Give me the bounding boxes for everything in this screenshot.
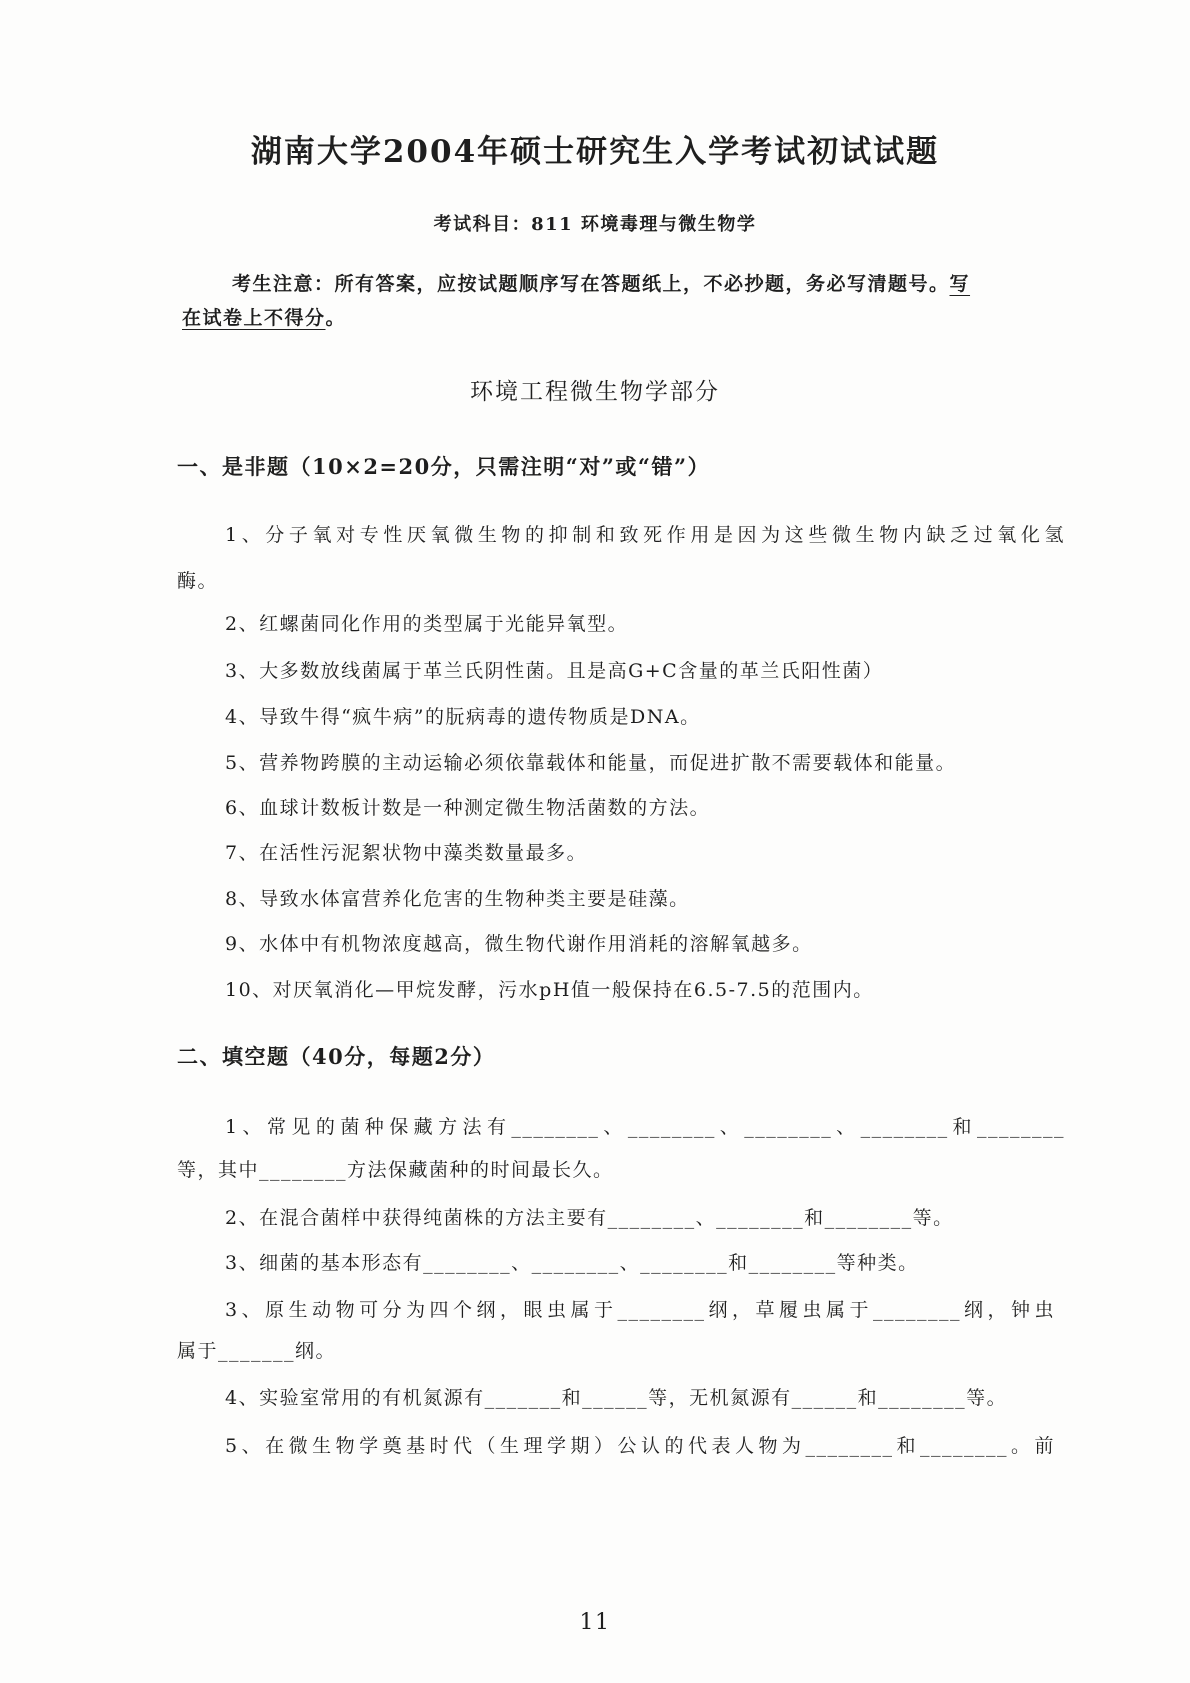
- part2-item: 3、细菌的基本形态有________、________、________和________等种类。: [225, 1252, 919, 1274]
- part2-item: 3、原生动物可分为四个纲，眼虫属于________纲，草履虫属于________纲，钟虫: [225, 1299, 1055, 1321]
- part2-item: 2、在混合菌样中获得纯菌株的方法主要有________、________和________等。: [225, 1207, 954, 1229]
- notice-line-2: [182, 306, 346, 330]
- part1-item: 6、血球计数板计数是一种测定微生物活菌数的方法。: [225, 797, 711, 819]
- exam-subject: 考试科目：811 环境毒理与微生物学: [433, 214, 757, 235]
- notice-underlined-2: 在试卷上不得分: [182, 307, 326, 329]
- page-number: 11: [579, 1610, 611, 1635]
- part1-item: 3、大多数放线菌属于革兰氏阴性菌。且是高G+C含量的革兰氏阳性菌）: [225, 660, 884, 682]
- part1-item: 5、营养物跨膜的主动运输必须依靠载体和能量，而促进扩散不需要载体和能量。: [225, 752, 957, 774]
- part1-item: 4、导致牛得“疯牛病”的朊病毒的遗传物质是DNA。: [225, 706, 701, 728]
- part2-item: 4、实验室常用的有机氮源有_______和______等，无机氮源有______和________等。: [225, 1387, 1008, 1409]
- part1-item: 10、对厌氧消化—甲烷发酵，污水pH值一般保持在6.5-7.5的范围内。: [225, 979, 874, 1001]
- part2-item: 1、常见的菌种保藏方法有________、________、________、________和________: [225, 1116, 1065, 1138]
- section-title: 环境工程微生物学部分: [470, 379, 720, 405]
- part1-item: 酶。: [177, 570, 219, 592]
- part2-item: 属于_______纲。: [177, 1340, 337, 1362]
- notice-end: 。: [325, 307, 347, 329]
- part2-item: 等，其中________方法保藏菌种的时间最长久。: [177, 1159, 614, 1181]
- part1-item: 2、红螺菌同化作用的类型属于光能异氧型。: [225, 613, 629, 635]
- part1-item: 8、导致水体富营养化危害的生物种类主要是硅藻。: [225, 888, 690, 910]
- exam-title: 湖南大学2004年硕士研究生入学考试初试试题: [250, 134, 940, 170]
- part2-item: 5、在微生物学奠基时代（生理学期）公认的代表人物为________和________。前: [225, 1435, 1055, 1457]
- notice: [232, 272, 970, 296]
- notice-text: 考生注意：所有答案，应按试题顺序写在答题纸上，不必抄题，务必写清题号。: [232, 273, 950, 295]
- part1-item: 9、水体中有机物浓度越高，微生物代谢作用消耗的溶解氧越多。: [225, 933, 813, 955]
- notice-underlined-1: 写: [949, 273, 971, 295]
- part1-item: 7、在活性污泥絮状物中藻类数量最多。: [225, 842, 588, 864]
- part1-heading: 一、是非题（10×2=20分，只需注明“对”或“错”）: [177, 454, 711, 479]
- part1-item: 1、分子氧对专性厌氧微生物的抑制和致死作用是因为这些微生物内缺乏过氧化氢: [225, 524, 1065, 546]
- part2-heading: 二、填空题（40分，每题2分）: [177, 1044, 496, 1069]
